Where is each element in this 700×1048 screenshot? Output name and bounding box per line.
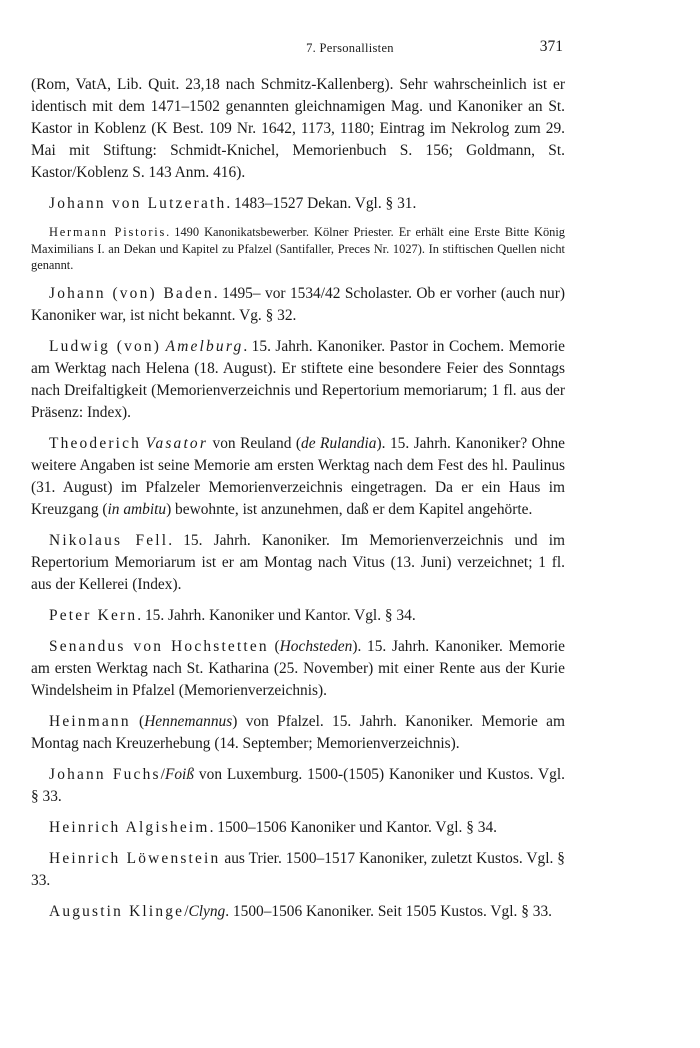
alt-name: Clyng [188,902,226,920]
person-name: Peter Kern [49,606,138,624]
entry-peter-kern: Peter Kern. 15. Jahrh. Kanoniker und Kantor. Vgl. § 34. [49,606,416,624]
alt-name: Hennemannus [144,712,233,730]
person-name: Nikolaus Fell [49,531,169,549]
chapter-title: 7. Personallisten [306,41,394,55]
person-name: Johann (von) Baden [49,284,214,302]
alt-name: Amelburg [165,337,244,355]
latin-name: de Rulandia [301,434,377,452]
person-name: Hermann Pistoris [49,225,167,239]
page-number: 371 [539,38,563,55]
entry-johann-von-baden: Johann (von) Baden. 1495– vor 1534/42 Scholaster. Ob er vorher (auch nur) Kanoniker war, ist nicht bekannt. Vg. § 32. [31,284,565,324]
entry-heinrich-loewenstein: Heinrich Löwenstein aus Trier. 1500–1517 Kanoniker, zuletzt Kustos. Vgl. § 33. [31,849,565,889]
entry-heinrich-algisheim: Heinrich Algisheim. 1500–1506 Kanoniker und Kantor. Vgl. § 34. [49,818,497,836]
person-name: Senandus von Hochstetten [49,637,269,655]
person-list [31,74,565,923]
person-name: Theoderich [49,434,142,452]
entry-theoderich-vasator: Theoderich Vasator von Reuland (de Rulandia). 15. Jahrh. Kanoniker? Ohne weitere Angaben ist seine Memorie am ersten Werktag nach dem Fest des hl. Paulinus (31. August) im Pfalzeler Memorienverzeichnis eingetragen. Da er ein Haus im Kreuzgang (in ambitu) bewohnte, ist anzunehmen, daß er dem Kapitel angehörte. [31,434,565,518]
entry-senandus-von-hochstetten: Senandus von Hochstetten (Hochsteden). 15. Jahrh. Kanoniker. Memorie am ersten Werktag nach St. Katharina (25. November) mit einer Rente aus der Kurie Windelsheim in Pfalzel (Memorienverzeichnis). [31,637,565,699]
entry-augustin-klinge: Augustin Klinge/Clyng. 1500–1506 Kanoniker. Seit 1505 Kustos. Vgl. § 33. [49,902,552,920]
person-name: Johann Fuchs [49,765,161,783]
running-header [0,38,700,60]
alt-name: Hochsteden [279,637,353,655]
person-name: Heinrich Algisheim [49,818,210,836]
latin-term: in ambitu [107,500,167,518]
entry-heinmann: Heinmann (Hennemannus) von Pfalzel. 15. Jahrh. Kanoniker. Memorie am Montag nach Kreuzerhebung (14. September; Memorienverzeichnis). [31,712,565,752]
entry-continuation: (Rom, VatA, Lib. Quit. 23,18 nach Schmitz-Kallenberg). Sehr wahrscheinlich ist er identisch mit dem 1471–1502 genannten gleichnamigen Mag. und Kanoniker an St. Kastor in Koblenz (K Best. 109 Nr. 1642, 1173, 1180; Eintrag im Nekrolog zum 29. Mai mit Stiftung: Schmidt-Knichel, Memorienbuch S. 156; Goldmann, St. Kastor/Koblenz S. 143 Anm. 416). [31,76,565,181]
entry-ludwig-amelburg: Ludwig (von) Amelburg. 15. Jahrh. Kanoniker. Pastor in Cochem. Memorie am Werktag nach Helena (18. August). Er stiftete eine besondere Feier des Sonntags nach Dreifaltigkeit (Memorienverzeichnis und Repertorium memoriarum; 1 fl. aus der Präsenz: Index). [31,337,565,421]
entry-nikolaus-fell: Nikolaus Fell. 15. Jahrh. Kanoniker. Im Memorienverzeichnis und im Repertorium Memoriarum ist er am Montag nach Vitus (13. Juni) verzeichnet; 1 fl. aus der Kellerei (Index). [31,531,565,593]
person-name: Ludwig (von) [49,337,162,355]
entry-hermann-pistoris: Hermann Pistoris. 1490 Kanonikatsbewerber. Kölner Priester. Er erhält eine Erste Bitte König Maximilians I. an Dekan und Kapitel zu Pfalzel (Santifaller, Preces Nr. 1027). In stiftischen Quellen nicht genannt. [31,225,566,272]
entry-johann-von-lutzerath: Johann von Lutzerath. 1483–1527 Dekan. Vgl. § 31. [49,195,417,212]
person-name: Johann von Lutzerath [49,195,227,212]
person-name: Heinrich Löwenstein [49,849,221,867]
entry-johann-fuchs: Johann Fuchs/Foiß von Luxemburg. 1500-(1505) Kanoniker und Kustos. Vgl. § 33. [31,765,565,805]
alt-name: Foiß [164,765,195,783]
person-name: Heinmann [49,712,131,730]
alt-name: Vasator [145,434,209,452]
person-name: Augustin Klinge [49,902,185,920]
